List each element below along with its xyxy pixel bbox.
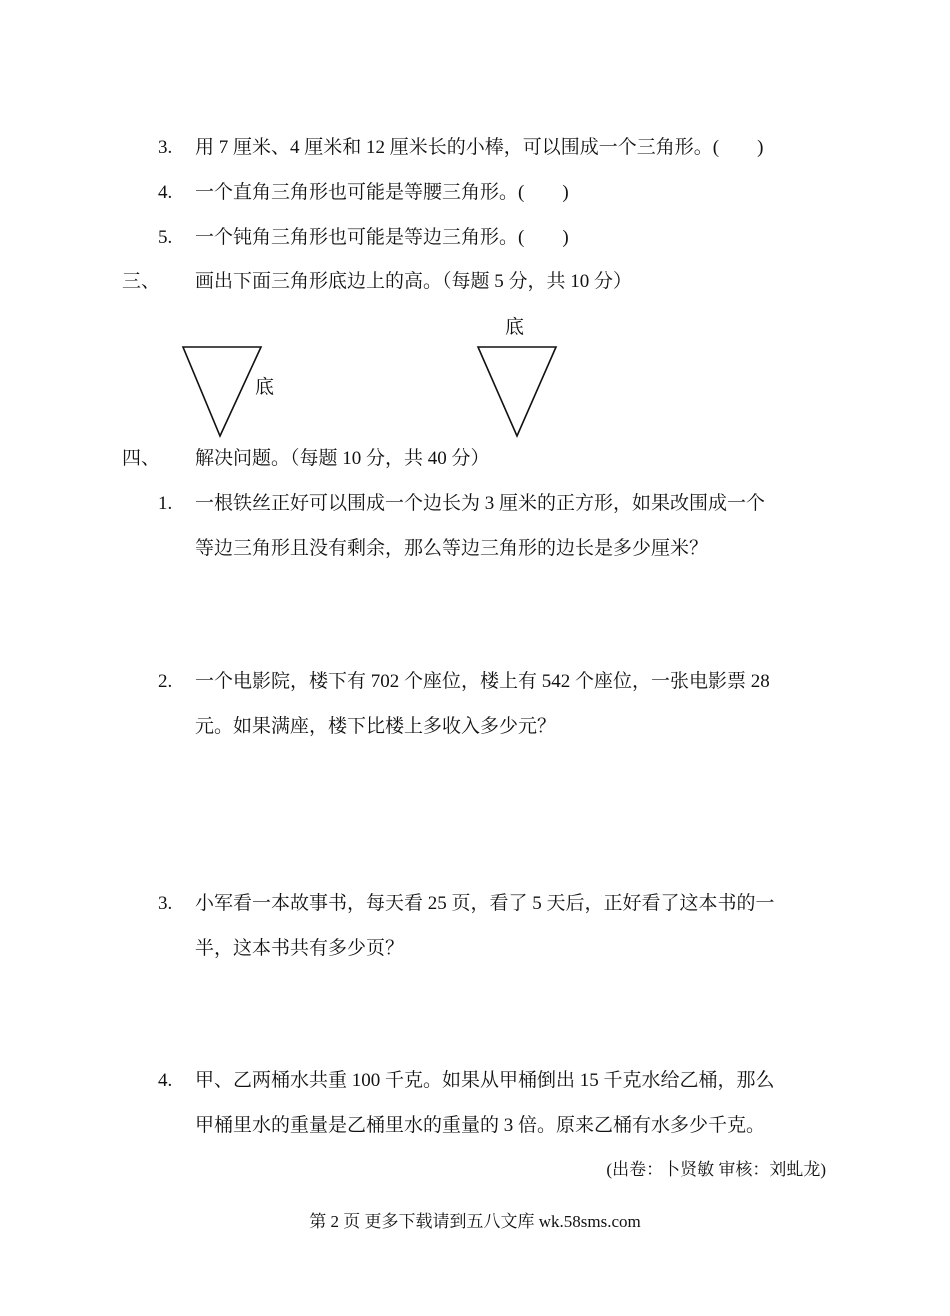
problem-4-line-2: 甲桶里水的重量是乙桶里水的重量的 3 倍。原来乙桶有水多少千克。	[195, 1115, 766, 1136]
triangle-1-base-label: 底	[255, 377, 275, 398]
judge-item-3-text: 用 7 厘米、4 厘米和 12 厘米长的小棒，可以围成一个三角形。( )	[195, 137, 764, 158]
judge-item-5-number: 5.	[158, 227, 173, 248]
triangle-2	[475, 344, 559, 440]
problem-2-line-1: 一个电影院，楼下有 702 个座位，楼上有 542 个座位，一张电影票 28	[195, 671, 770, 692]
problem-4-number: 4.	[158, 1070, 173, 1091]
judge-item-4-text: 一个直角三角形也可能是等腰三角形。( )	[195, 182, 569, 203]
problem-1-number: 1.	[158, 493, 173, 514]
problem-3-line-1: 小军看一本故事书，每天看 25 页，看了 5 天后，正好看了这本书的一	[195, 893, 775, 914]
triangle-1	[180, 344, 264, 440]
section-3-label: 三、	[122, 271, 161, 292]
credits: (出卷：卜贤敏 审核：刘虬龙)	[606, 1160, 826, 1179]
problem-1-line-1: 一根铁丝正好可以围成一个边长为 3 厘米的正方形，如果改围成一个	[195, 493, 766, 514]
page-footer: 第 2 页 更多下载请到五八文库 wk.58sms.com	[309, 1212, 641, 1231]
triangle-1-shape	[183, 347, 261, 436]
problem-1-line-2: 等边三角形且没有剩余，那么等边三角形的边长是多少厘米？	[195, 538, 709, 559]
section-3-title: 画出下面三角形底边上的高。（每题 5 分，共 10 分）	[195, 271, 633, 292]
section-4-title: 解决问题。（每题 10 分，共 40 分）	[195, 448, 490, 469]
problem-3-number: 3.	[158, 893, 173, 914]
triangle-2-shape	[478, 347, 556, 436]
triangle-2-base-label: 底	[505, 317, 525, 338]
judge-item-5-text: 一个钝角三角形也可能是等边三角形。( )	[195, 227, 569, 248]
problem-2-line-2: 元。如果满座，楼下比楼上多收入多少元？	[195, 716, 557, 737]
section-4-label: 四、	[122, 448, 161, 469]
problem-2-number: 2.	[158, 671, 173, 692]
problem-4-line-1: 甲、乙两桶水共重 100 千克。如果从甲桶倒出 15 千克水给乙桶，那么	[195, 1070, 775, 1091]
problem-3-line-2: 半，这本书共有多少页？	[195, 938, 405, 959]
judge-item-3-number: 3.	[158, 137, 173, 158]
judge-item-4-number: 4.	[158, 182, 173, 203]
